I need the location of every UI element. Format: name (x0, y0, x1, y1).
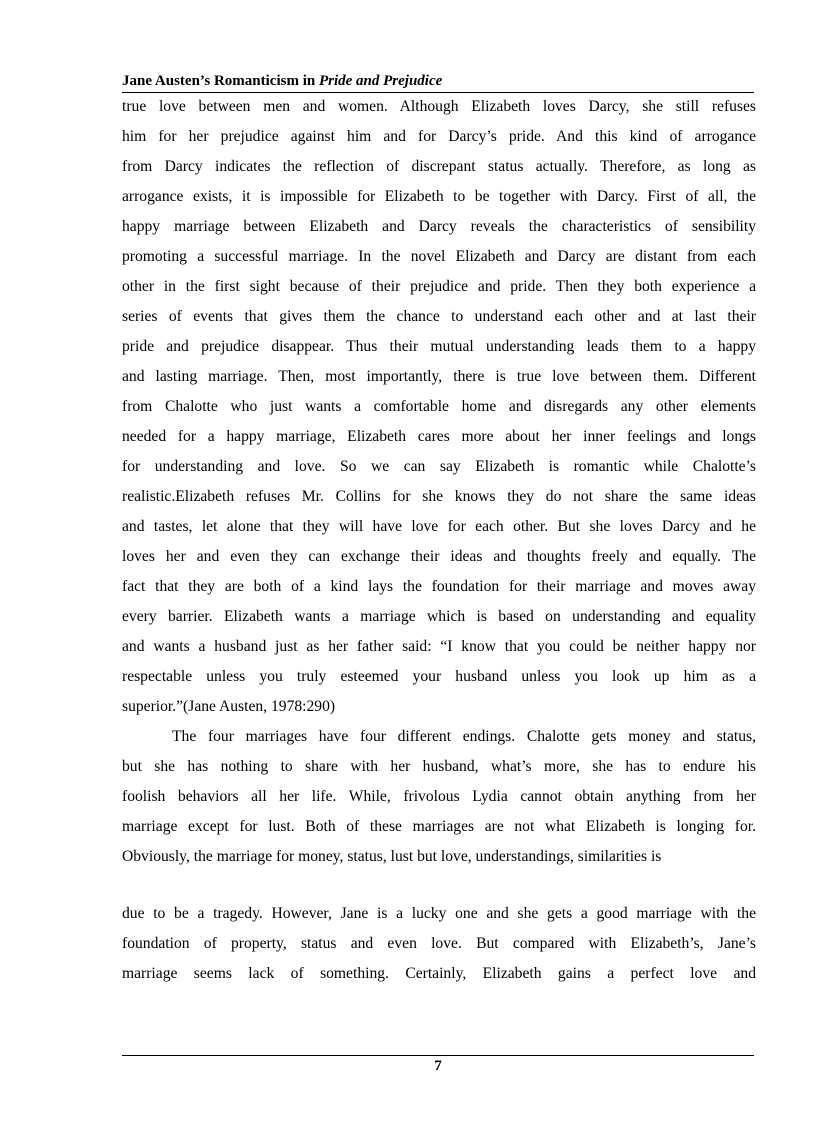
text-line: series of events that gives them the chance to understand each other and at last their (122, 308, 756, 325)
body-text (122, 95, 756, 875)
paragraph-start-line: The four marriages have four different endings. Chalotte gets money and status, (172, 728, 756, 745)
text-line: and lasting marriage. Then, most importantly, there is true love between them. Different (122, 368, 756, 385)
text-line: from Chalotte who just wants a comfortable home and disregards any other elements (122, 398, 756, 415)
header-prefix: Jane Austen’s Romanticism in (122, 73, 319, 89)
text-line: every barrier. Elizabeth wants a marriage which is based on understanding and equality (122, 608, 756, 625)
text-line: him for her prejudice against him and for Darcy’s pride. And this kind of arrogance (122, 128, 756, 145)
text-line: respectable unless you truly esteemed your husband unless you look up him as a (122, 668, 756, 685)
page-number: 7 (434, 1058, 442, 1074)
text-line: arrogance exists, it is impossible for Elizabeth to be together with Darcy. First of all, the (122, 188, 756, 205)
text-line: and tastes, let alone that they will have love for each other. But she loves Darcy and he (122, 518, 756, 535)
text-line: loves her and even they can exchange their ideas and thoughts freely and equally. The (122, 548, 756, 565)
text-line: needed for a happy marriage, Elizabeth cares more about her inner feelings and longs (122, 428, 756, 445)
text-line: superior.”(Jane Austen, 1978:290) (122, 698, 336, 715)
running-header (122, 72, 754, 93)
footer-divider (122, 1055, 754, 1056)
text-line: other in the first sight because of their prejudice and pride. Then they both experience a (122, 278, 756, 295)
text-line: Obviously, the marriage for money, status, lust but love, understandings, similarities is (122, 848, 662, 865)
text-line: but she has nothing to share with her husband, what’s more, she has to endure his (122, 758, 756, 775)
text-line: realistic.Elizabeth refuses Mr. Collins for she knows they do not share the same ideas (122, 488, 756, 505)
text-line: marriage seems lack of something. Certainly, Elizabeth gains a perfect love and (122, 965, 756, 982)
text-line: foolish behaviors all her life. While, frivolous Lydia cannot obtain anything from her (122, 788, 756, 805)
text-line: due to be a tragedy. However, Jane is a lucky one and she gets a good marriage with the (122, 905, 756, 922)
text-line: marriage except for lust. Both of these marriages are not what Elizabeth is longing for. (122, 818, 756, 835)
text-line: foundation of property, status and even love. But compared with Elizabeth’s, Jane’s (122, 935, 756, 952)
text-line: happy marriage between Elizabeth and Darcy reveals the characteristics of sensibility (122, 218, 756, 235)
text-line: and wants a husband just as her father said: “I know that you could be neither happy nor (122, 638, 756, 655)
text-line: from Darcy indicates the reflection of discrepant status actually. Therefore, as long as (122, 158, 756, 175)
text-line: for understanding and love. So we can say Elizabeth is romantic while Chalotte’s (122, 458, 756, 475)
text-line: fact that they are both of a kind lays the foundation for their marriage and moves away (122, 578, 756, 595)
text-line: promoting a successful marriage. In the novel Elizabeth and Darcy are distant from each (122, 248, 756, 265)
header-book-title: Pride and Prejudice (318, 73, 443, 89)
text-line: true love between men and women. Although Elizabeth loves Darcy, she still refuses (122, 98, 756, 115)
text-line: pride and prejudice disappear. Thus their mutual understanding leads them to a happy (122, 338, 756, 355)
continuation-text (122, 902, 756, 992)
